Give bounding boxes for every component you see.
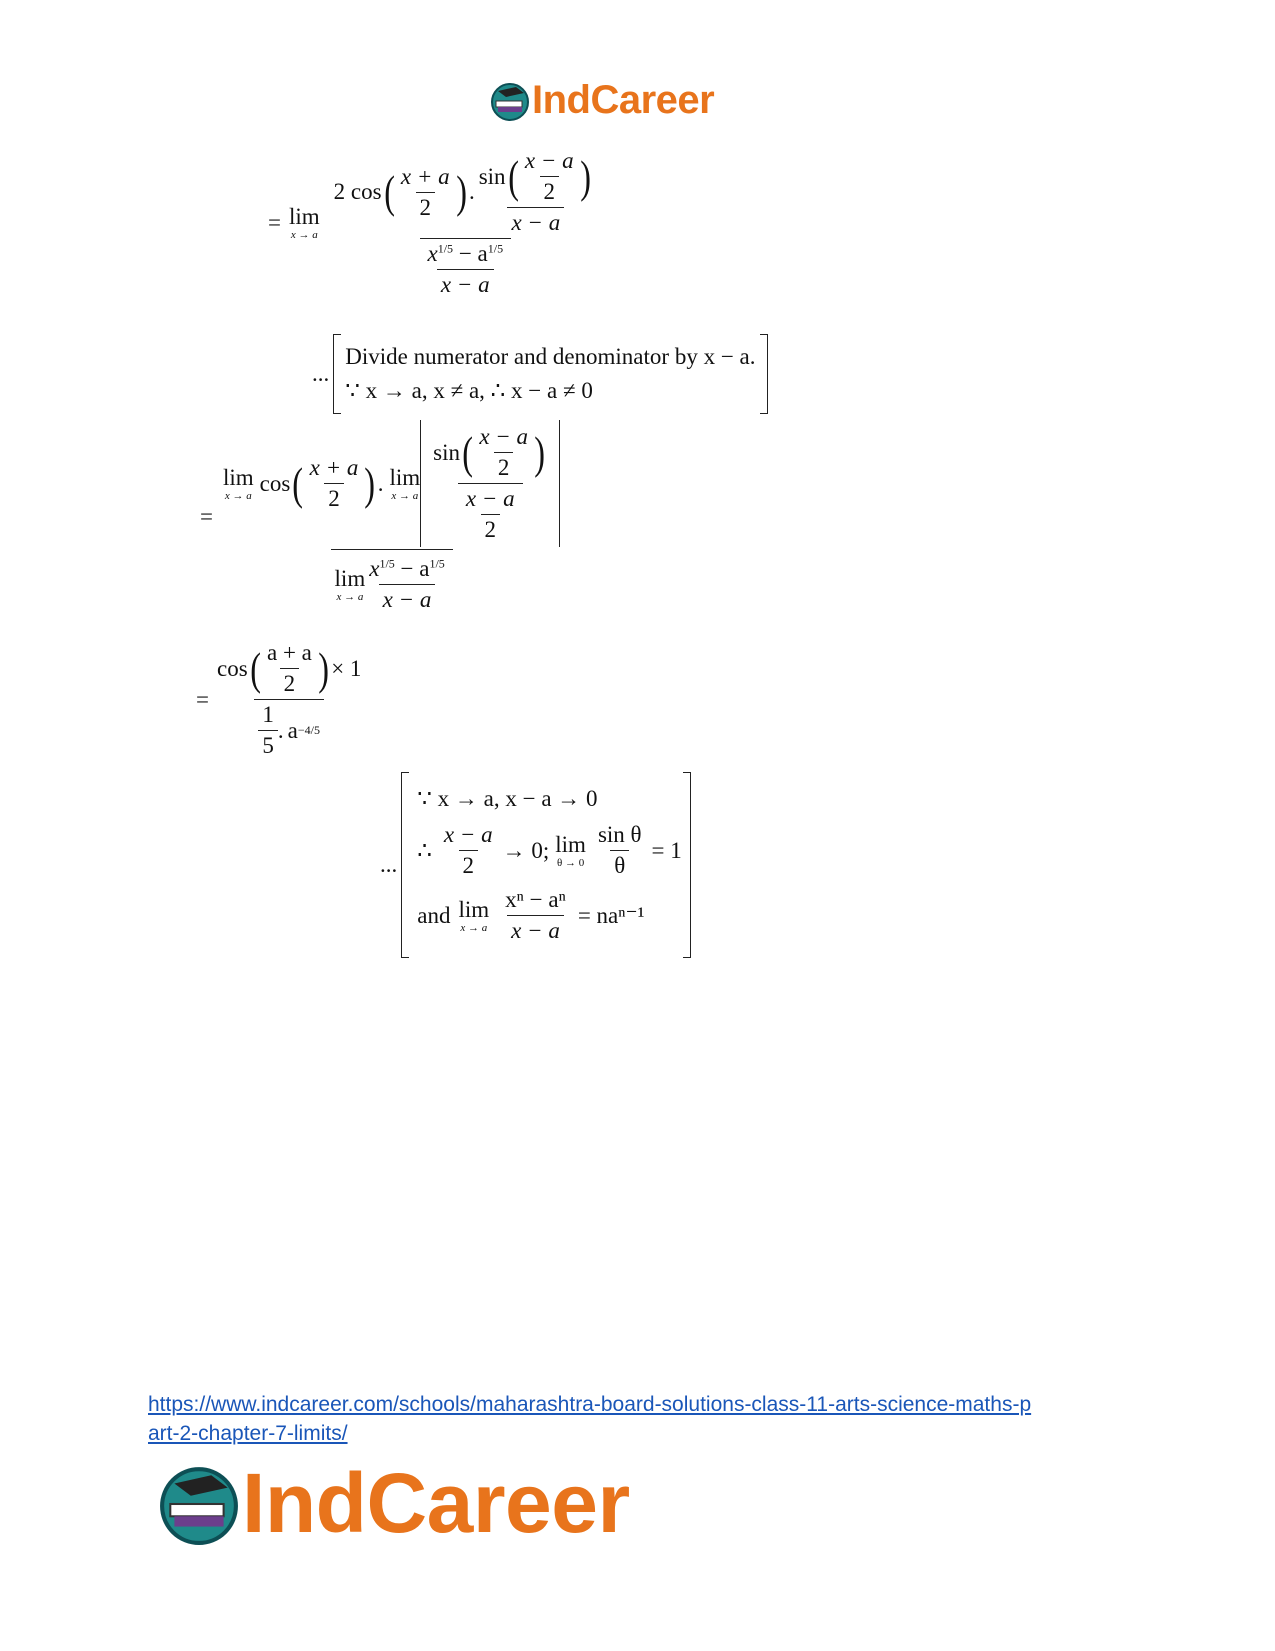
logo-globe-icon [490, 81, 530, 121]
two-cos: 2 cos [333, 179, 382, 204]
numerator: 2 cos ( $\frac{x + a}{2}$ ) . sin ( $\frac{x - a}{2}$ ) x − a [330, 148, 601, 238]
sin-ratio [429, 424, 551, 543]
x-minus-a-over-2 [440, 822, 497, 879]
step-3 [196, 640, 365, 759]
two: 2 [540, 176, 560, 205]
fifth-root-diff: $x^{1/5} - a^{1/5}$ [369, 556, 445, 581]
xn-minus-an: xⁿ − aⁿ [505, 887, 566, 912]
ellipsis: ... [380, 852, 398, 877]
tends-to-zero: → 0; [502, 837, 550, 863]
lim-subscript: θ → 0 [556, 856, 585, 869]
one-fifth [258, 702, 278, 759]
limit [223, 466, 254, 502]
sin-numerator: sin ( $\frac{x - a}{2}$ ) [478, 148, 591, 204]
x-minus-a: x − a [379, 584, 436, 613]
note-2-line-3 [417, 887, 675, 944]
x-minus-a: x − a [507, 915, 564, 944]
note-2 [380, 772, 691, 958]
source-link-line-2[interactable]: art-2-chapter-7-limits/ [148, 1422, 348, 1445]
x-minus-a-over-2 [521, 148, 578, 205]
logo-globe-icon [158, 1463, 240, 1545]
x-minus-a: x − a [479, 424, 529, 449]
sin-theta: sin θ [597, 822, 642, 847]
limit [458, 898, 489, 934]
sin-theta-over-theta [594, 822, 646, 879]
x-minus-a: x − a [465, 486, 515, 511]
x-plus-a-over-2 [397, 164, 454, 221]
fifth-root-fraction [365, 556, 449, 613]
two: 2 [280, 668, 300, 697]
dot: . [468, 179, 475, 204]
note-2-line-1: ∵ x → a, x − a → 0 [417, 786, 598, 811]
two: 2 [481, 514, 501, 543]
and-text: and [417, 902, 451, 928]
step-2-numerator: lim x → a cos ( $\frac{x + a}{2}$ ) . lim x → a sin ( $\frac{x - a}{2}$ ) $\frac{x - a}{2}$ [219, 420, 564, 549]
main-fraction [330, 148, 601, 298]
cos-text: cos [216, 655, 248, 681]
limit [335, 567, 366, 603]
sin-fraction [475, 148, 597, 236]
header-brand-text: IndCareer [532, 78, 715, 122]
lim-text: lim [334, 565, 366, 591]
x-minus-a: x − a [443, 822, 493, 847]
a-plus-a-over-2 [263, 640, 316, 697]
step-2-denominator [331, 549, 453, 613]
equals-na-n-minus-1: = naⁿ⁻¹ [577, 902, 645, 928]
x-minus-a-over-2 [475, 424, 532, 481]
x-plus-a-over-2 [306, 455, 363, 512]
lim-subscript: x → a [224, 489, 252, 502]
equals-sign: = [196, 686, 209, 712]
limit [289, 205, 320, 241]
note-1 [312, 334, 768, 414]
equals-sign: = [268, 210, 281, 235]
a-exponent: −4/5 [297, 723, 320, 737]
denominator [420, 238, 512, 298]
footer-logo [158, 1455, 630, 1552]
sin-ratio-den [458, 483, 523, 543]
fifth-root-diff: $x^{1/5} - a^{1/5}$ [427, 241, 504, 266]
sin-ratio-num: sin ( $\frac{x - a}{2}$ ) [433, 424, 546, 480]
sin-text: sin [478, 163, 506, 189]
cos-text: cos [259, 470, 291, 496]
note-1-bracket [333, 334, 767, 414]
x-minus-a: x − a [507, 207, 564, 236]
power-diff-fraction [501, 887, 570, 944]
fifth-root-fraction [424, 241, 508, 298]
x-minus-a: x − a [437, 269, 494, 298]
equals-one: = 1 [651, 837, 682, 863]
dot: . [277, 717, 284, 743]
therefore-sign: ∴ [417, 837, 432, 863]
footer-brand-text: IndCareer [242, 1456, 630, 1550]
footer-link-block [148, 1390, 1148, 1448]
one: 1 [262, 702, 274, 727]
a-base: a [287, 717, 298, 743]
lim-subscript: x → a [336, 590, 364, 603]
note-1-line-1: Divide numerator and denominator by x − a. [345, 344, 756, 369]
times-one: × 1 [331, 655, 362, 681]
equals-sign: = [200, 503, 213, 529]
lim-subscript: x → a [391, 489, 419, 502]
limit [555, 833, 586, 869]
step-2-fraction [219, 420, 564, 613]
header-logo [490, 78, 714, 123]
step-2 [200, 420, 564, 613]
step-3-denominator [254, 699, 324, 759]
ellipsis: ... [312, 361, 330, 386]
bracketed-ratio [420, 420, 560, 547]
lim-text: lim [222, 464, 254, 490]
two: 2 [324, 483, 344, 512]
lim-text: lim [288, 204, 320, 229]
limit [389, 466, 420, 502]
two: 2 [494, 452, 514, 481]
lim-text: lim [389, 464, 421, 490]
lim-subscript: x → a [460, 921, 488, 934]
source-link-line-1[interactable]: https://www.indcareer.com/schools/maharashtra-board-solutions-class-11-arts-science-maths-p [148, 1393, 1032, 1416]
x-plus-a: x + a [309, 455, 359, 480]
sin-text: sin [433, 439, 460, 465]
two: 2 [416, 192, 436, 221]
step-3-fraction [213, 640, 365, 759]
step-1 [268, 148, 601, 298]
theta: θ [610, 850, 629, 879]
x-plus-a: x + a [400, 163, 450, 189]
five: 5 [258, 730, 278, 759]
lim-subscript: x → a [290, 229, 318, 241]
x-minus-a-over-2 [462, 486, 519, 543]
step-3-numerator: cos ( $\frac{a + a}{2}$ ) × 1 [216, 640, 362, 696]
note-2-bracket [401, 772, 691, 958]
x-minus-a: x − a [524, 148, 574, 173]
note-2-line-2 [417, 822, 682, 879]
dot: . [377, 470, 384, 496]
lim-text: lim [458, 896, 490, 922]
two: 2 [459, 850, 479, 879]
a-plus-a: a + a [266, 640, 312, 665]
note-1-line-2: ∵ x → a, x ≠ a, ∴ x − a ≠ 0 [345, 378, 593, 403]
lim-text: lim [555, 831, 586, 857]
